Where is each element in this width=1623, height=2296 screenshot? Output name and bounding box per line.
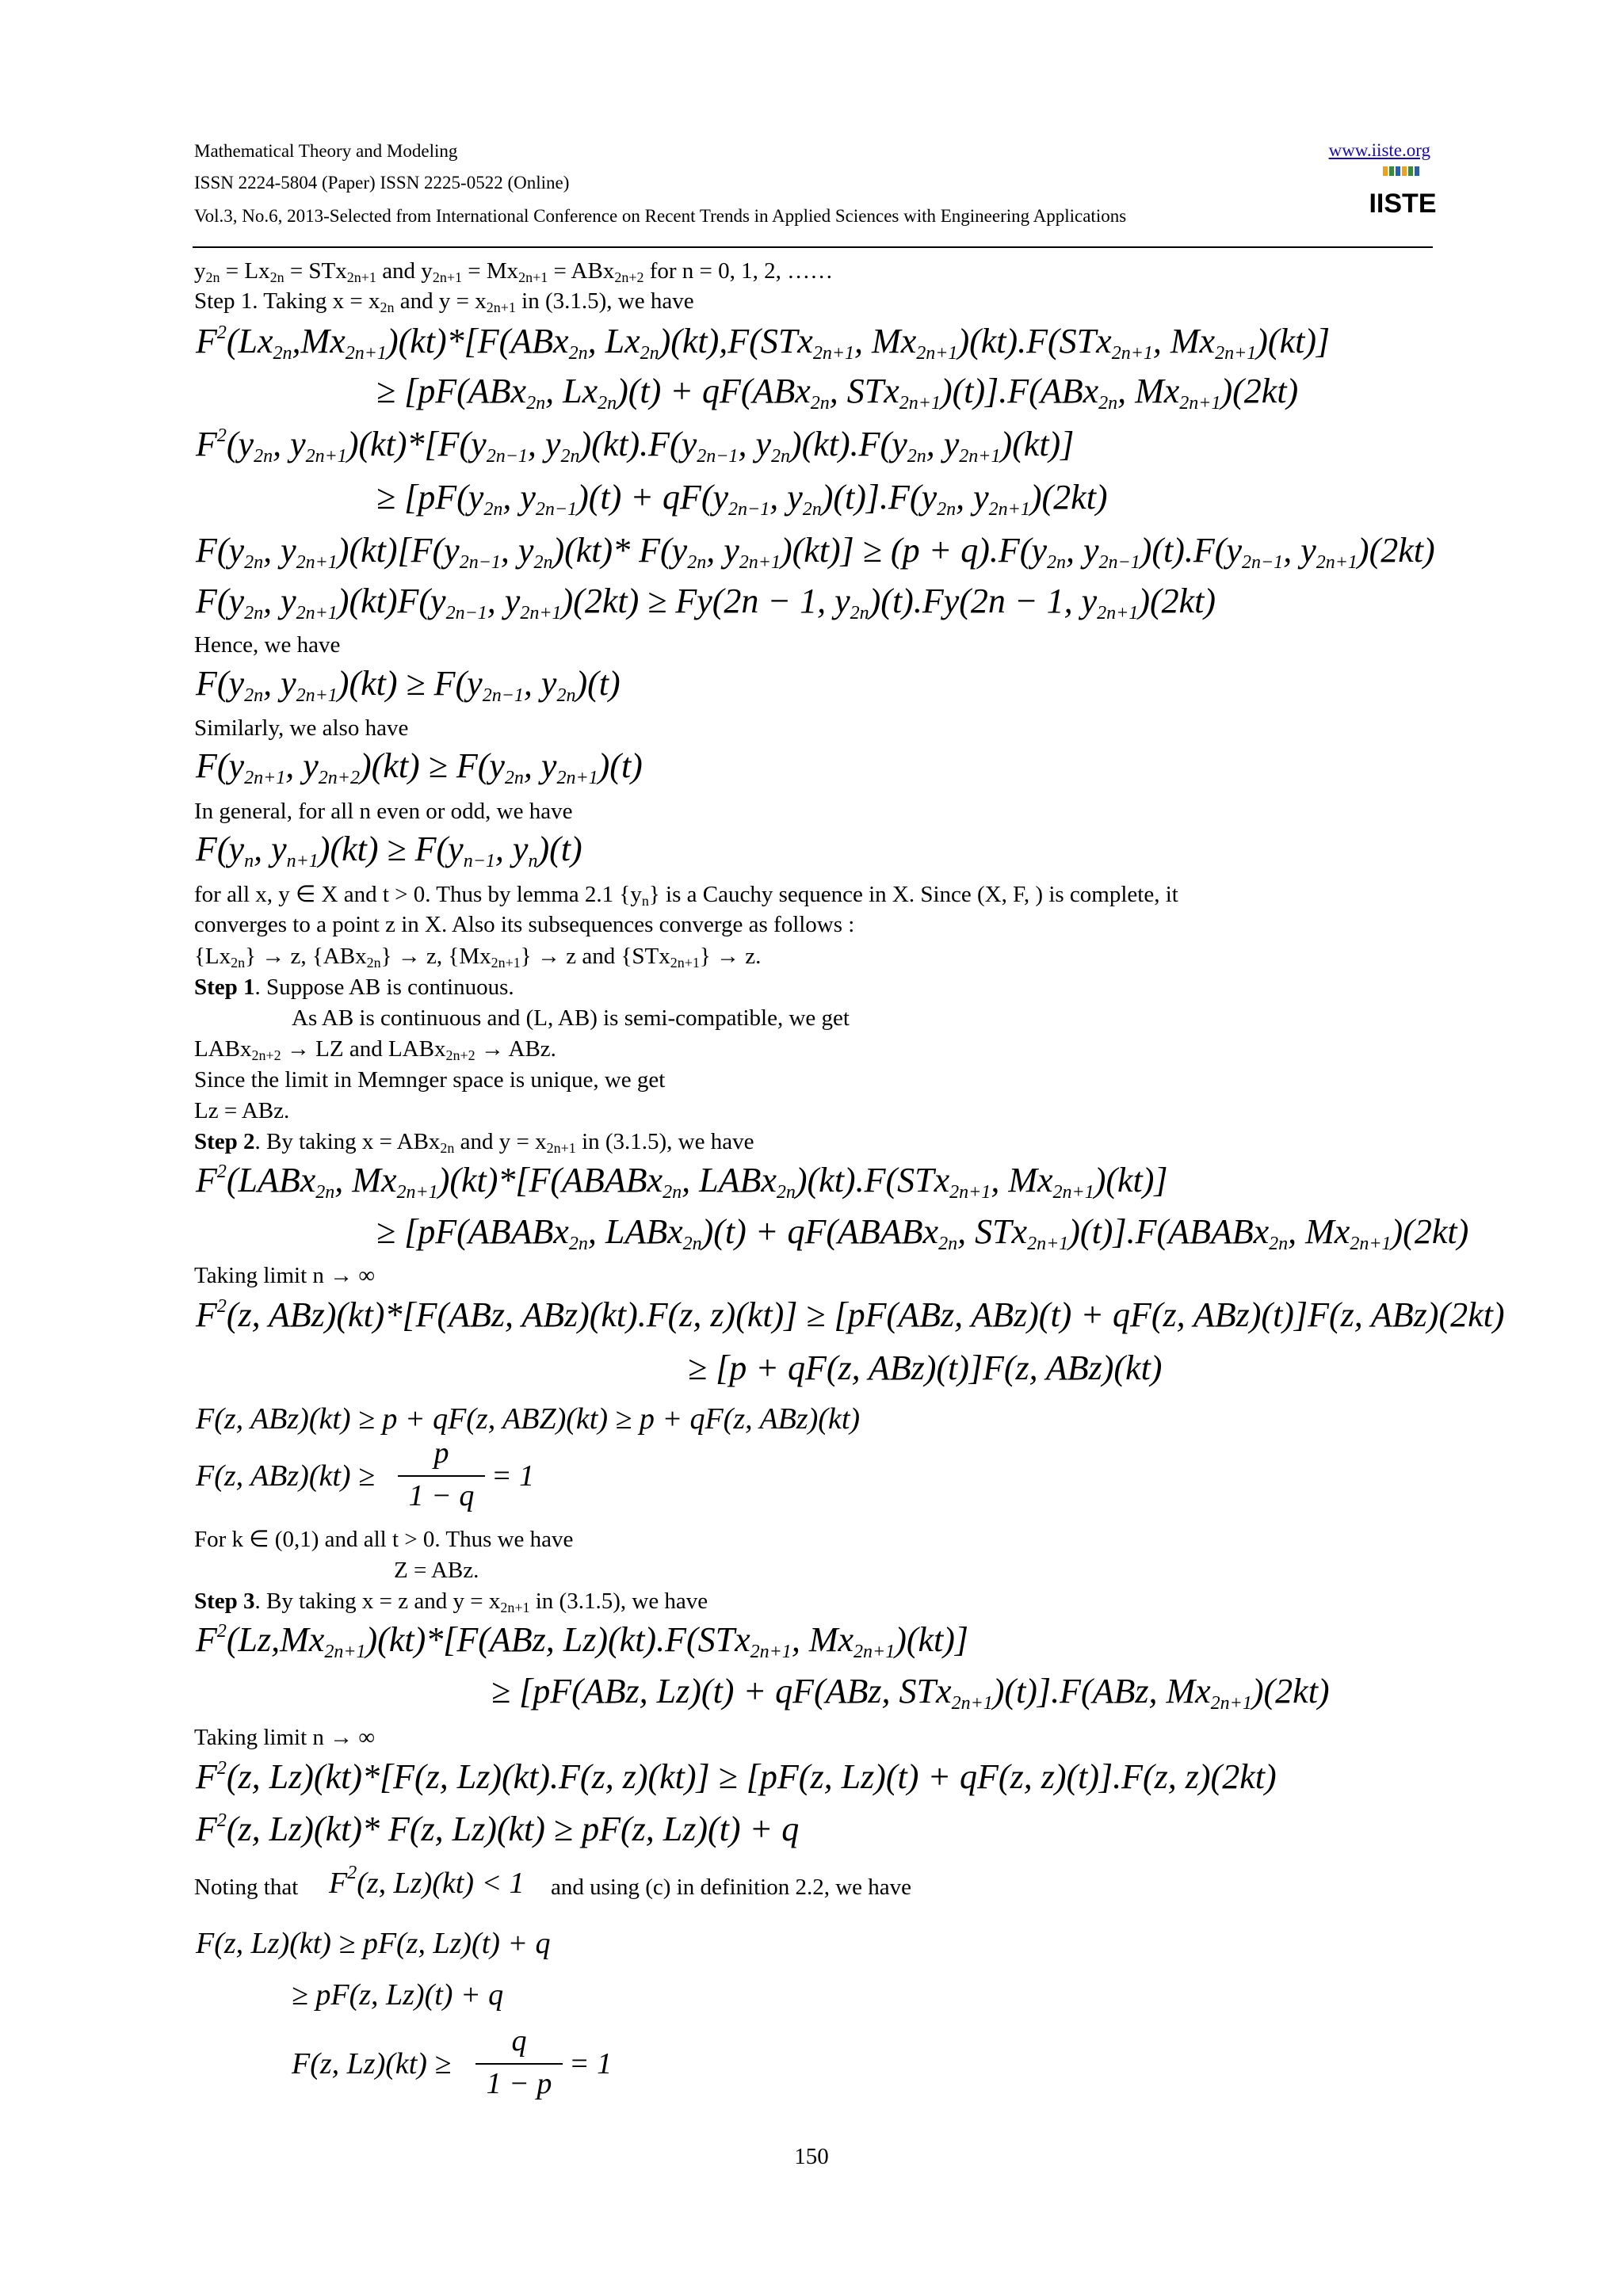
equation-1b: ≥ [pF(ABx$_{2n}$, $Lx_{2n})(t) + qF(ABx_{2n}$, STx$_{2n+1}$)(t)].F(ABx$_{2n}$, $Mx_{2n+1})(2kt)$ bbox=[376, 372, 1299, 414]
hence-text: Hence, we have bbox=[194, 632, 341, 658]
fraction-p-over-1-minus-q: p 1 − q bbox=[398, 1436, 485, 1523]
step-1b-heading: Step 1. Suppose AB is continuous. bbox=[194, 974, 514, 1000]
taking-limit-text-2: Taking limit n → ∞ bbox=[194, 1725, 376, 1750]
equation-4: $F(y_{2n}$, $y_{2n+1})(kt)F(y_{2n-1}$, $y_{2n+1})(2kt) \ge Fy(2n - 1$, $y_{2n})(t).Fy(2n - 1$, $y_{2n+1})(2kt)$ bbox=[196, 582, 1216, 624]
similarly-text: Similarly, we also have bbox=[194, 715, 409, 741]
step-3-heading: Step 3. By taking x = z and $y = x_{2n+1}$ in (3.1.5), we have bbox=[194, 1589, 708, 1615]
noting-text-2: and using (c) in definition 2.2, we have bbox=[551, 1875, 912, 1900]
equation-18-rhs: = 1 bbox=[569, 2047, 613, 2081]
equation-11-rhs: = 1 bbox=[491, 1459, 535, 1493]
volume-line: Vol.3, No.6, 2013-Selected from International Conference on Recent Trends in Applied Sciences with Engineering Applications bbox=[194, 206, 1127, 226]
cauchy-line-1: for all x, y ∈ X and t > 0. Thus by lemma 2.1 $\{y_n\}$ is a Cauchy sequence in X. Since (X, F, ) is complete, it bbox=[194, 882, 1178, 909]
step-1-heading: Step 1. Taking $x = x_{2n}$ and $y = x_{2n+1}$ in (3.1.5), we have bbox=[194, 288, 694, 315]
lz-equals-abz: Lz = ABz. bbox=[194, 1098, 290, 1123]
iiste-logo bbox=[1369, 165, 1437, 223]
equation-1a: $F^2(Lx_{2n},Mx_{2n+1})(kt)*[F(ABx_{2n}$, $Lx_{2n})(kt),F(STx_{2n+1}$, $Mx_{2n+1})(kt).F(STx_{2n+1}$, $Mx_{2n+1})(kt)$] bbox=[196, 322, 1331, 364]
z-equals-abz: Z = ABz. bbox=[394, 1558, 479, 1583]
equation-15-inline: $F^2(z$, Lz)(kt) < 1 bbox=[329, 1863, 525, 1900]
equation-10: F(z, ABz)(kt) ≥ p + qF(z, ABZ)(kt) ≥ p + qF(z, ABz)(kt) bbox=[196, 1402, 861, 1436]
equation-12a: $F^2(Lz,Mx_{2n+1})(kt)*[F(ABz$, Lz)(kt).F(STx$_{2n+1}$, $Mx_{2n+1})(kt)$] bbox=[196, 1620, 969, 1662]
equation-2a: $F^2(y_{2n}$, $y_{2n+1})(kt)*[F(y_{2n-1}$, $y_{2n})(kt).F(y_{2n-1}$, $y_{2n})(kt).F(y_{2n}$, $y_{2n+1})(kt)$] bbox=[196, 425, 1075, 467]
noting-text: Noting that bbox=[194, 1875, 299, 1900]
sequence-definition: $y_{2n} = Lx_{2n} = STx_{2n+1}$ and $y_{2n+1} = Mx_{2n+1} = ABx_{2n+2}$ for n = 0, 1, 2, …… bbox=[194, 258, 834, 285]
equation-8a: $F^2(LABx_{2n}$, $Mx_{2n+1})(kt)*[F(ABABx_{2n}$, LABx$_{2n}$)(kt).F(STx$_{2n+1}$, $Mx_{2n+1})(kt)$] bbox=[196, 1161, 1168, 1203]
journal-title: Mathematical Theory and Modeling bbox=[194, 141, 458, 161]
subsequence-limits: $\{Lx_{2n}\} \to z$, {ABx$_{2n}$} → z, $\{Mx_{2n+1}\} \to z$ and {STx$_{2n+1}$} → z. bbox=[194, 944, 762, 971]
equation-9b: ≥ [p + qF(z, ABz)(t)]F(z, ABz)(kt) bbox=[688, 1348, 1163, 1387]
equation-7: $F(y_n$, $y_{n+1})(kt) \ge F(y_{n-1}$, $y_n)(t)$ bbox=[196, 830, 582, 871]
equation-12b: ≥ [pF(ABz, Lz)(t) + qF(ABz, STx$_{2n+1}$)(t)].F(ABz, $Mx_{2n+1})(2kt)$ bbox=[491, 1672, 1330, 1714]
svg-text:IISTE: IISTE bbox=[1369, 189, 1437, 219]
ab-continuous-text: As AB is continuous and (L, AB) is semi-compatible, we get bbox=[292, 1005, 850, 1031]
page-number: 150 bbox=[794, 2144, 829, 2169]
equation-16: F(z, Lz)(kt) ≥ pF(z, Lz)(t) + q bbox=[196, 1927, 551, 1960]
equation-11-lhs: F(z, ABz)(kt) ≥ bbox=[196, 1459, 375, 1493]
taking-limit-text-1: Taking limit n → ∞ bbox=[194, 1263, 376, 1288]
equation-9a: $F^2(z$, ABz)(kt)*[F(ABz, ABz)(kt).F(z, z)(kt)] ≥ [pF(ABz, ABz)(t) + qF(z, ABz)(t)]F(z, ABz)(2kt) bbox=[196, 1295, 1505, 1334]
equation-6: $F(y_{2n+1}$, $y_{2n+2})(kt) \ge F(y_{2n}$, $y_{2n+1})(t)$ bbox=[196, 746, 643, 788]
for-k-text: For k ∈ (0,1) and all t > 0. Thus we have bbox=[194, 1527, 574, 1552]
header-rule bbox=[193, 246, 1433, 248]
issn-line: ISSN 2224-5804 (Paper) ISSN 2225-0522 (Online) bbox=[194, 173, 570, 193]
equation-5: $F(y_{2n}$, $y_{2n+1})(kt) \ge F(y_{2n-1}$, $y_{2n})(t)$ bbox=[196, 664, 621, 706]
equation-18-lhs: F(z, Lz)(kt) ≥ bbox=[292, 2047, 452, 2081]
in-general-text: In general, for all n even or odd, we have bbox=[194, 799, 573, 824]
cauchy-line-2: converges to a point z in X. Also its subsequences converge as follows : bbox=[194, 912, 855, 937]
labx-limits: LABx$_{2n+2}$ → LZ and LABx$_{2n+2}$ → ABz. bbox=[194, 1036, 556, 1063]
step-2-heading: Step 2. By taking x = ABx$_{2n}$ and $y = x_{2n+1}$ in (3.1.5), we have bbox=[194, 1129, 754, 1156]
fraction-q-over-1-minus-p: q 1 − p bbox=[475, 2023, 563, 2111]
equation-3: $F(y_{2n}$, $y_{2n+1})(kt)[F(y_{2n-1}$, $y_{2n})(kt)*$ $F(y_{2n}$, $y_{2n+1})(kt)] \ge (p + q).F(y_{2n}$, $y_{2n-1})(t).F(y_{2n-1}$, $y_{2n+1})(2kt)$ bbox=[196, 531, 1435, 573]
equation-17: ≥ pF(z, Lz)(t) + q bbox=[292, 1978, 504, 2012]
equation-14: $F^2(z$, Lz)(kt)* F(z, Lz)(kt) ≥ pF(z, Lz)(t) + q bbox=[196, 1810, 800, 1848]
equation-2b: ≥ [$pF(y_{2n}$, $y_{2n-1})(t) + qF(y_{2n-1}$, $y_{2n})(t)].F(y_{2n}$, $y_{2n+1})(2kt)$ bbox=[376, 478, 1108, 520]
unique-limit-text: Since the limit in Memnger space is unique, we get bbox=[194, 1067, 666, 1093]
equation-8b: ≥ [pF(ABABx$_{2n}$, LABx$_{2n}$)(t) + qF(ABABx$_{2n}$, STx$_{2n+1}$)(t)].F(ABABx$_{2n}$, $Mx_{2n+1})(2kt)$ bbox=[376, 1212, 1469, 1254]
website-link[interactable]: www.iiste.org bbox=[1328, 140, 1430, 160]
equation-13: $F^2(z$, Lz)(kt)*[F(z, Lz)(kt).F(z, z)(kt)] ≥ [pF(z, Lz)(t) + qF(z, z)(t)].F(z, z)(2kt) bbox=[196, 1757, 1277, 1796]
